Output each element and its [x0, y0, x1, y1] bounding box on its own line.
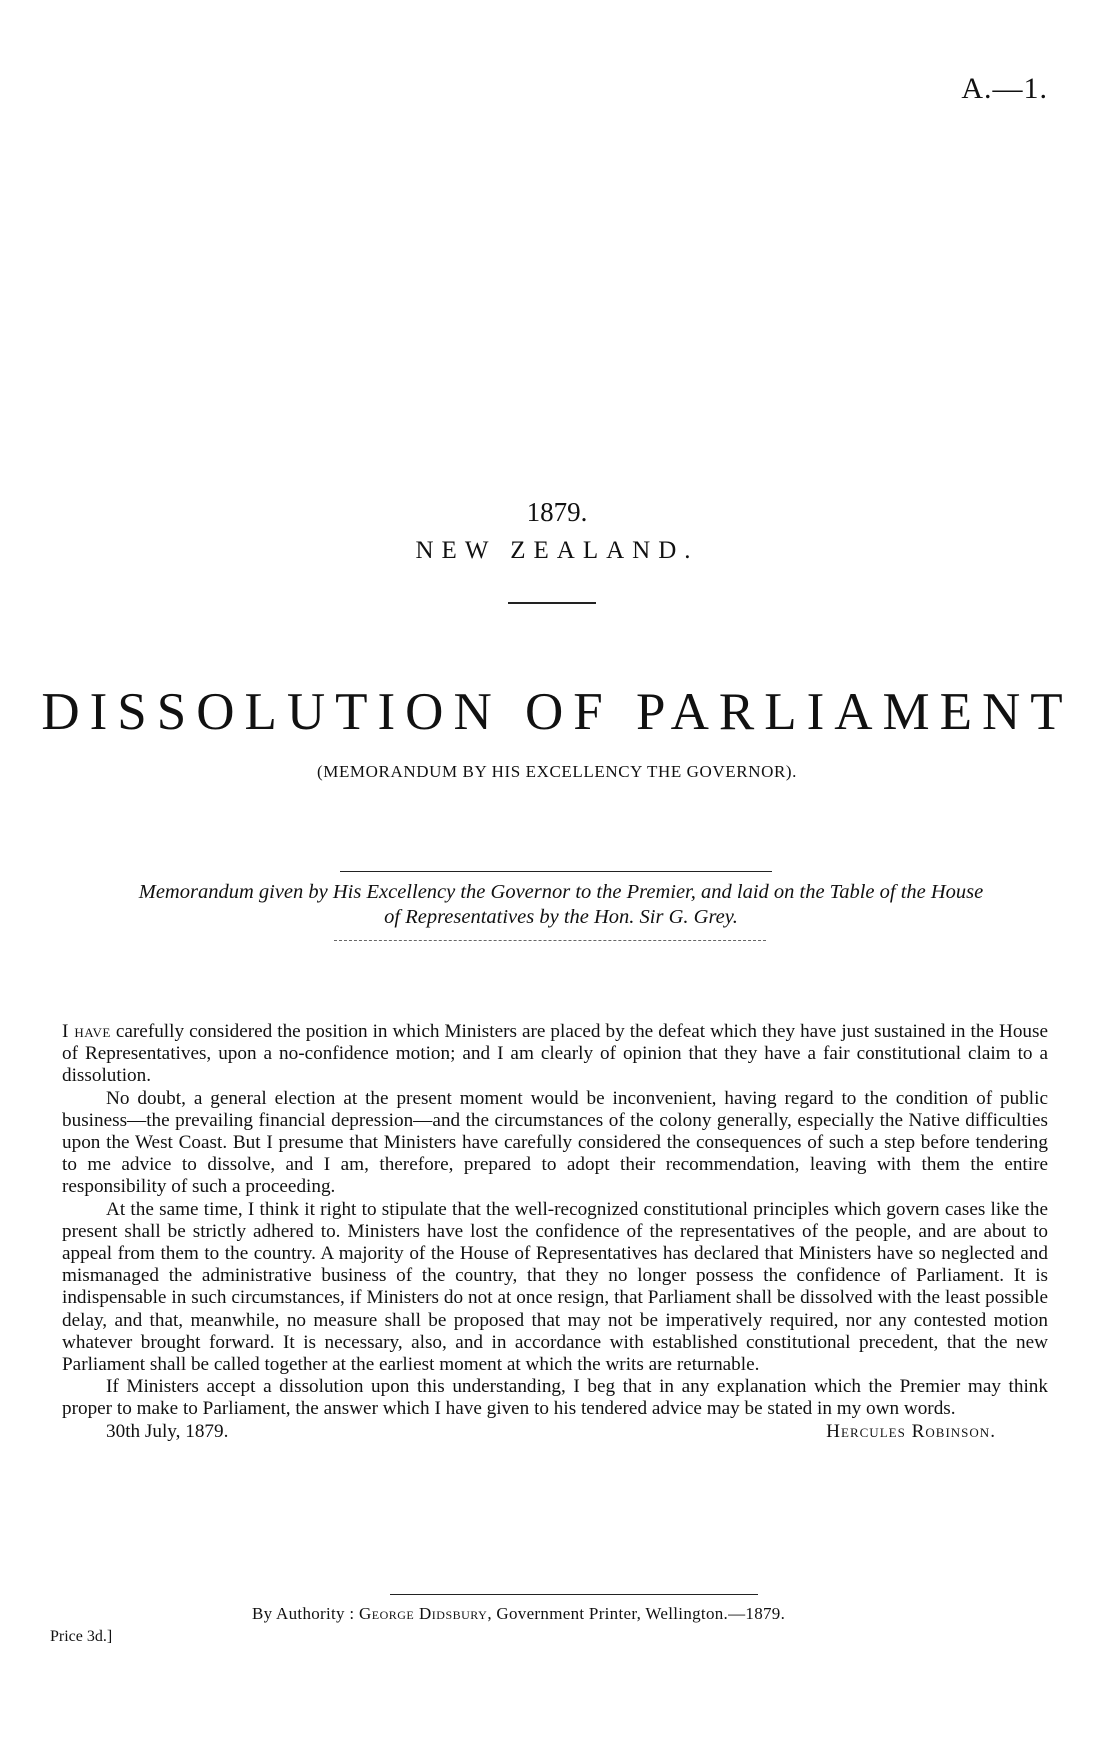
imprint-rest: , Government Printer, Wellington.—1879. — [487, 1604, 786, 1623]
price-note: Price 3d.] — [50, 1628, 113, 1645]
memo-heading-line: Memorandum given by His Excellency the Governor to the Premier, and laid on the Table of the House — [138, 881, 984, 903]
body-paragraph: No doubt, a general election at the present moment would be inconvenient, having regard to the condition of public business—the prevailing financial depression—and the circumstances of the colony generally, especially the Native difficulties upon the West Coast. But I presume that Ministers have carefully considered the consequences of such a step before tendering to me advice to dissolve, and I am, therefore, prepared to adopt their recommendation, leaving with them the entire responsibility of such a proceeding. — [62, 1087, 1048, 1198]
paragraph-text: carefully considered the position in which Ministers are placed by the defeat which they have just sustained in the House of Representatives, upon a no-confidence motion; and I am clearly of opinion that they have a fair constitutional claim to a dissolution. — [62, 1021, 1048, 1087]
page-subtitle: (MEMORANDUM BY HIS EXCELLENCY THE GOVERNOR). — [316, 762, 798, 781]
document-reference: A.—1. — [961, 72, 1048, 105]
body-paragraph: At the same time, I think it right to stipulate that the well-recognized constitutional principles which govern cases like the present shall be strictly adhered to. Ministers have lost the confidence of the representatives of the people, and are about to appeal from them to the country. A majority of the House of Representatives has declared that Ministers have so neglected and mismanaged the administrative business of the country, that they no longer possess the confidence of Parliament. It is indispensable in such circumstances, if Ministers do not at once resign, that Parliament shall be dissolved with the least possible delay, and that, meanwhile, no measure shall be proposed that may not be imperatively required, nor any contested motion whatever brought forward. It is necessary, also, and in accordance with established constitutional precedent, that the new Parliament shall be called together at the earliest moment at which the writs are returnable. — [62, 1198, 1048, 1376]
body-paragraph — [62, 1021, 1048, 1088]
divider-rule — [334, 940, 766, 941]
imprint-printer: George Didsbury — [358, 1604, 488, 1623]
signature-row — [62, 1421, 1048, 1443]
signature: Hercules Robinson. — [826, 1420, 996, 1442]
memo-heading-line: of Representatives by the Hon. Sir G. Grey. — [384, 906, 738, 928]
document-year: 1879. — [526, 497, 588, 527]
divider-rule — [340, 871, 772, 872]
country-heading: NEW ZEALAND. — [415, 537, 699, 564]
printer-imprint — [252, 1604, 785, 1624]
page-title: DISSOLUTION OF PARLIAMENT — [41, 683, 1073, 741]
imprint-lead: By Authority : — [252, 1604, 359, 1623]
memo-date: 30th July, 1879. — [106, 1420, 229, 1442]
divider-rule — [508, 602, 596, 604]
body-paragraph: If Ministers accept a dissolution upon this understanding, I beg that in any explanation which the Premier may think proper to make to Parliament, the answer which I have given to his tendered advice may be stated in my own words. — [62, 1376, 1048, 1420]
divider-rule — [390, 1594, 758, 1595]
paragraph-lead: I have — [62, 1021, 111, 1042]
memo-heading — [64, 880, 1058, 930]
memo-body — [62, 1021, 1048, 1443]
